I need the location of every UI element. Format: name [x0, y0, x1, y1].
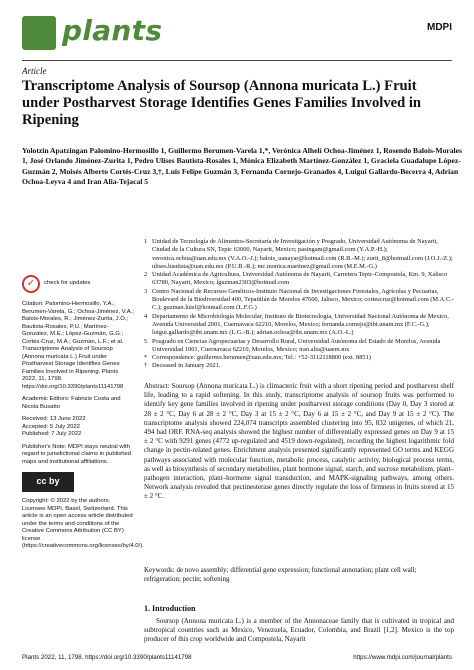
affiliation-number: 3: [144, 287, 148, 295]
abstract: Abstract: Soursop (Annona muricata L.) is climacteric fruit with a short ripening period and postharvest shelf life, leading to a rapid softening. In this study, transcriptome analysis of soursop fruits was performed to identify key gene families involved in ripening under postharvest storage conditions (Day 0, Day 3 stored at 28 ± 2 °C, Day 6 at 28 ± 2 °C, Day 3 at 15 ± 2 °C, Day 6 at 15 ± 2 °C, and Day 9 at 15 ± 2 °C). The transcriptome analysis showed 224,074 transcripts assembled clustering into 95, 832 unigenes, of which 21, 494 had ORF. RNA-seq analysis showed the highest number of differentially expressed genes on Day 9 at 15 ± 2 °C with 9291 genes (4772 up-regulated and 4519 down-regulated), recording the highest logarithmic fold change in pectin-related genes. Enrichment analysis presented significantly represented GO terms and KEGG pathways associated with molecular function, metabolic process, catalytic activity, biological process terms, as well as biosynthesis of secondary metabolites, plant hormone signal, starch, and sucrose metabolism, plant–pathogen interaction, plant–hormone signal transduction, and MAPK-signaling pathways, among others. Network analysis revealed that pectinesterase genes directly regulate the loss of firmness in fruits stored at 15 ± 2 °C.: [144, 382, 454, 501]
affiliation-item: [144, 338, 454, 355]
author-list: Yolotzin Apatzingan Palomino-Hermosillo 1, Guillermo Berumen-Varela 1,*, Verónica Alhelí Ochoa-Jiménez 1, Rosendo Balois-Morales 1, José Orlando Jiménez-Zurita 1, Pedro Ulises Bautista-Rosales 1, Mónica Elizabeth Martínez-González 1, Graciela Guadalupe López-Guzmán 2, Moisés Alberto Cortés-Cruz 3,†, Luis Felipe Guzmán 3, Fernanda Cornejo-Granados 4, Luigui Gallardo-Becerra 4, Adrian Ochoa-Leyva 4 and Iran Alia-Tejacal 5: [22, 146, 462, 187]
affiliation-text: Posgrado en Ciencias Agropecuarias y Desarrollo Rural, Universidad Autónoma del Estado de Morelos, Avenida Universidad 1001, Cuernavaca 62210, Morelos, Mexico; iran.alia@uaem.mx: [152, 337, 441, 353]
received-date: Received: 13 June 2022: [22, 416, 86, 422]
affiliation-item: [144, 271, 454, 288]
journal-logo-icon: [22, 16, 56, 50]
cc-license-icon[interactable]: cc by: [22, 472, 74, 492]
affiliation-item: [144, 362, 454, 370]
published-date: Published: 7 July 2022: [22, 431, 82, 437]
section-heading: 1. Introduction: [144, 604, 196, 613]
keywords: Keywords: de novo assembly; differential gene expression; functional annotation; plant cell wall; refrigeration; pectin; softening: [144, 566, 417, 584]
affiliation-number: 1: [144, 238, 148, 245]
academic-editors: Academic Editors: Fabrizio Costa and Nicola Busatto: [22, 396, 121, 410]
divider: [22, 60, 452, 61]
footer-citation: Plants 2022, 11, 1798. https://doi.org/10.3390/plants11141798: [22, 654, 192, 661]
affiliation-item: [144, 313, 454, 338]
affiliation-number: 4: [144, 312, 148, 320]
affiliation-text: Departamento de Microbiología Molecular, Instituto de Biotecnología, Universidad Nacional Autónoma de Mexico, Avenida Universidad 2001, Cuernavaca 62210, Morelos, Mexico; fernanda.cornejo@ibt.unam.mx (F.C.-G.); luigui.gallardo@ibt.unam.mx (L.G.-B.); adrian.ochoa@ibt.unam.mx (A.O.-L.): [152, 312, 449, 337]
copyright: Copyright: © 2022 by the authors. Licensee MDPI, Basel, Switzerland. This article is an open access article distributed under the terms and conditions of the Creative Commons Attribution (CC BY) license (https://creativecommons.org/licenses/by/4.0/).: [22, 498, 144, 549]
accepted-date: Accepted: 5 July 2022: [22, 423, 80, 430]
article-type: Article: [22, 66, 47, 76]
affiliation-text: Deceased in January 2021.: [152, 362, 221, 370]
publisher-logo: MDPI: [427, 22, 452, 33]
footer-link[interactable]: https://www.mdpi.com/journal/plants: [353, 654, 452, 661]
affiliation-number: 2: [144, 271, 148, 279]
affiliation-item: [144, 238, 454, 271]
affiliation-text: Correspondence: guillermo.berumen@uan.edu.mx; Tel.: +52-3112118800 (ext. 8851): [152, 354, 371, 362]
journal-name: plants: [62, 14, 163, 47]
affiliations: [144, 238, 454, 371]
sidebar: [22, 275, 144, 556]
check-updates-icon: ✓: [22, 275, 40, 293]
affiliation-number: *: [144, 354, 148, 362]
intro-paragraph: Soursop (Annona muricata L.) is a member of the Annonaceae family that is cultivated in tropical and subtropical countries such as Mexico, Venezuela, Ecuador, Colombia, and Brazil [1,2]. Mexico is the top producer of this crop worldwide and Compostela, Nayarit: [144, 617, 454, 644]
affiliation-item: [144, 354, 454, 362]
affiliation-item: [144, 288, 454, 313]
affiliation-number: †: [144, 362, 148, 370]
publisher-note: Publisher's Note: MDPI stays neutral with regard to jurisdictional claims in published maps and institutional affiliations.: [22, 443, 132, 465]
affiliation-text: Centro Nacional de Recursos Genéticos-Instituto Nacional de Investigaciones Forestales, Agrícolas y Pecuarias, Boulevard de la Biodiversidad 400, Tepatitlán de Morelos 47600, Jalisco, Mexico; cortescruz@hotmail.com (M.A.C.-C.); guzman.luisf@hotmail.com (L.F.G.): [152, 287, 454, 312]
footer: [22, 654, 452, 661]
check-updates-label: check for updates: [44, 280, 91, 287]
page-title: Transcriptome Analysis of Soursop (Annona muricata L.) Fruit under Postharvest Storage Identifies Genes Families Involved in Ripening: [22, 78, 422, 128]
affiliation-text: Unidad Académica de Agricultura, Universidad Autónoma de Nayarit, Carretera Tepic-Compostela, Km. 9, Xalisco 63780, Nayarit, Mexico; lguzman2303@hotmail.com: [152, 271, 448, 287]
affiliation-text: Unidad de Tecnología de Alimentos-Secretaría de Investigación y Posgrado, Universidad Autónoma de Nayarit, Ciudad de la Cultura SN, Tepic 63000, Nayarit, Mexico; pasingam@gmail.com (Y.A.P.-H.); veronica.ochoa@uan.edu.mx (V.A.O.-J.); balois_uanayar@hotmail.com (R.B.-M.); zurit_8@hotmail.com (J.O.J.-Z.); ulises.bautista@uan.edu.mx (P.U.B.-R.); mc.monica.martinez@gmail.com (M.E.M.-G.): [152, 238, 453, 270]
check-for-updates-button[interactable]: [22, 275, 134, 293]
citation: Citation: Palomino-Hermosillo, Y.A.; Berumen-Varela, G.; Ochoa-Jiménez, V.A.; Balois-Morales, R.; Jiménez-Zurita, J.O.; Bautista-Rosales, P.U.; Martínez-González, M.E.; López-Guzmán, G.G.; Cortés-Cruz, M.A.; Guzmán, L.F.; et al. Transcriptome Analysis of Soursop (Annona muricata L.) Fruit under Postharvest Storage Identifies Genes Families Involved in Ripening. Plants 2022, 11, 1798. https://doi.org/10.3390/plants11141798: [22, 301, 134, 390]
affiliation-number: 5: [144, 337, 148, 345]
